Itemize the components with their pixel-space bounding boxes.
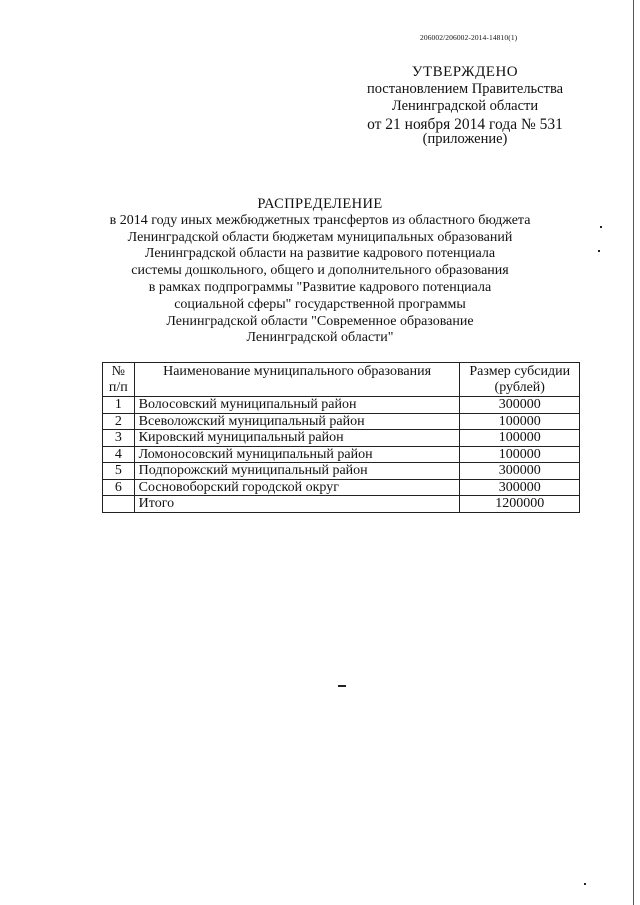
row-number: 1	[103, 397, 135, 414]
heading-line: Ленинградской области бюджетам муниципальных образований	[127, 229, 513, 245]
heading-title: РАСПРЕДЕЛЕНИЕ	[257, 196, 383, 212]
scan-mark	[598, 250, 600, 252]
total-number-cell	[103, 496, 135, 513]
row-name: Сосновоборский городской округ	[134, 479, 460, 496]
row-amount: 100000	[460, 446, 580, 463]
table-row	[103, 413, 580, 430]
row-amount: 100000	[460, 413, 580, 430]
heading-line: системы дошкольного, общего и дополнительного образования	[131, 263, 509, 279]
row-amount: 300000	[460, 463, 580, 480]
scan-mark	[600, 226, 602, 228]
page-edge-line	[633, 0, 634, 905]
row-name: Волосовский муниципальный район	[134, 397, 460, 414]
total-amount: 1200000	[460, 496, 580, 513]
scan-mark	[338, 685, 346, 687]
heading-line: социальной сферы" государственной программы	[174, 296, 466, 312]
row-amount: 300000	[460, 479, 580, 496]
table-row	[103, 463, 580, 480]
row-name: Ломоносовский муниципальный район	[134, 446, 460, 463]
heading-line: в 2014 году иных межбюджетных трансфертов из областного бюджета	[109, 212, 531, 228]
approval-title: УТВЕРЖДЕНО	[411, 64, 519, 80]
table-row	[103, 479, 580, 496]
row-amount: 300000	[460, 397, 580, 414]
total-label: Итого	[134, 496, 460, 513]
header-number-line-2: п/п	[108, 379, 128, 395]
table-header-row	[103, 363, 580, 397]
row-number: 3	[103, 430, 135, 447]
document-code: 206002/206002-2014-14810(1)	[420, 33, 518, 42]
header-name	[134, 363, 460, 397]
header-number	[103, 363, 135, 397]
header-amount-line-1: Размер субсидии	[469, 364, 571, 379]
table-row	[103, 446, 580, 463]
scan-mark	[584, 883, 586, 885]
table-total-row	[103, 496, 580, 513]
approval-appendix: (приложение)	[422, 131, 508, 147]
heading-line: Ленинградской области "Современное образование	[166, 313, 474, 329]
heading-line: Ленинградской области на развитие кадрового потенциала	[144, 246, 496, 262]
table-row	[103, 430, 580, 447]
row-name: Подпорожский муниципальный район	[134, 463, 460, 480]
distribution-table	[102, 362, 580, 513]
row-name: Всеволожский муниципальный район	[134, 413, 460, 430]
header-amount	[460, 363, 580, 397]
row-amount: 100000	[460, 430, 580, 447]
header-amount-line-2: (рублей)	[494, 379, 545, 395]
approval-line-1: постановлением Правительства	[366, 81, 564, 97]
row-number: 4	[103, 446, 135, 463]
header-number-line-1: №	[111, 364, 125, 379]
header-name-text: Наименование муниципального образования	[163, 364, 432, 379]
document-heading	[80, 196, 560, 347]
table-row	[103, 397, 580, 414]
row-number: 5	[103, 463, 135, 480]
approval-line-2: Ленинградской области	[391, 98, 539, 114]
row-name: Кировский муниципальный район	[134, 430, 460, 447]
heading-line: в рамках подпрограммы "Развитие кадрового потенциала	[148, 279, 492, 295]
heading-line: Ленинградской области"	[246, 330, 394, 346]
approval-block	[360, 64, 570, 148]
approval-number: от 21 ноября 2014 года № 531	[367, 116, 563, 133]
row-number: 2	[103, 413, 135, 430]
row-number: 6	[103, 479, 135, 496]
